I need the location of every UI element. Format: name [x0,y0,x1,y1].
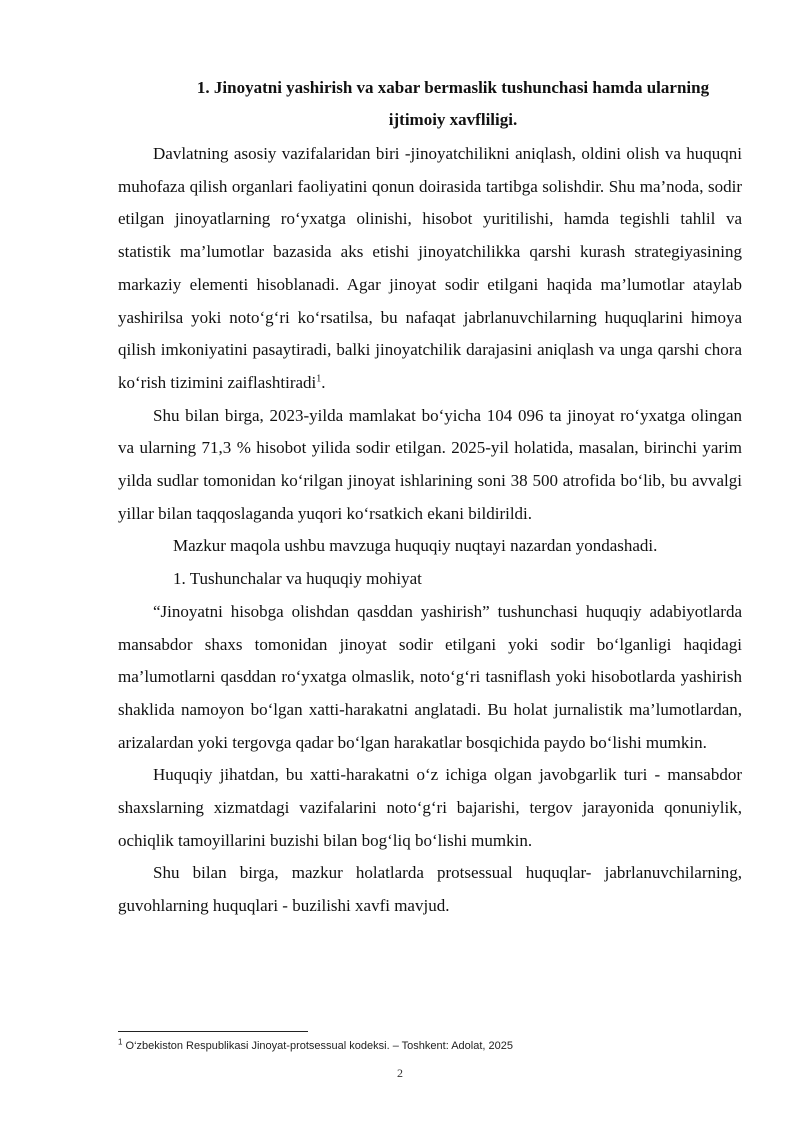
heading-line-1: 1. Jinoyatni yashirish va xabar bermaslik tushunchasi hamda ularning [196,78,710,97]
footnote [118,1037,513,1052]
footnote-reference[interactable]: 1 [316,373,322,385]
footnote-marker: 1 [118,1037,123,1047]
body-text [118,138,742,923]
paragraph-5: “Jinoyatni hisobga olishdan qasddan yashirish” tushunchasi huquqiy adabiyotlarda mansabdor shaxs tomonidan jinoyat sodir etilgani yoki sodir bo‘lganligi haqidagi ma’lumotlarni qasddan ro‘yxatga olmaslik, noto‘g‘ri tasniflash yoki hisobotlarda yashirish shaklida namoyon bo‘lgan xatti-harakatni anglatadi. Bu holat jurnalistik ma’lumotlardan, arizalardan yoki tergovga qadar bo‘lgan harakatlar bosqichida paydo bo‘lishi mumkin. [118,601,742,752]
paragraph-6: Huquqiy jihatdan, bu xatti-harakatni o‘z ichiga olgan javobgarlik turi - mansabdor shaxslarning xizmatdagi vazifalarini noto‘g‘ri bajarishi, tergov jarayonida qonuniylik, ochiqlik tamoyillarini buzishi bilan bog‘liq bo‘lishi mumkin. [118,765,742,850]
paragraph-1-end: . [321,372,326,392]
paragraph-3: Mazkur maqola ushbu mavzuga huquqiy nuqtayi nazardan yondashadi. [173,536,658,556]
footnote-divider [118,1031,308,1032]
paragraph-2: Shu bilan birga, 2023-yilda mamlakat bo‘yicha 104 096 ta jinoyat ro‘yxatga olingan va ularning 71,3 % hisobot yilida sodir etilgan. 2025-yil holatida, masalan, birinchi yarim yilda sudlar tomonidan ko‘rilgan jinoyat ishlarining soni 38 500 atrofida bo‘lib, bu avvalgi yillar bilan taqqoslaganda yuqori ko‘rsatkich ekani bildirildi. [118,405,742,523]
section-heading [118,72,768,136]
paragraph-1 [118,138,742,400]
paragraph-1-text: Davlatning asosiy vazifalaridan biri -jinoyatchilikni aniqlash, oldini olish va huquqni muhofaza qilish organlari faoliyatini qonun doirasida tartibga solishdir. Shu ma’noda, sodir etilgan jinoyatlarning ro‘yxatga olinishi, hisobot yuritilishi, hamda tegishli tahlil va statistik ma’lumotlar bazasida aks etishi jinoyatchilikka qarshi kurash strategiyasining markaziy elementi hisoblanadi. Agar jinoyat sodir etilgani haqida ma’lumotlar ataylab yashirilsa yoki noto‘g‘ri ko‘rsatilsa, bu nafaqat jabrlanuvchilarning huquqlarini himoya qilish imkoniyatini pasaytiradi, balki jinoyatchilik darajasini aniqlash va unga qarshi chora ko‘rish tizimini zaiflashtiradi [118,144,742,392]
paragraph-7: Shu bilan birga, mazkur holatlarda protsessual huquqlar- jabrlanuvchilarning, guvohlarning huquqlari - buzilishi xavfi mavjud. [118,863,742,916]
heading-line-2: ijtimoiy xavfliligi. [388,110,518,129]
page-number: 2 [397,1066,403,1080]
subsection-heading: 1. Tushunchalar va huquqiy mohiyat [173,569,422,589]
footnote-text: O‘zbekiston Respublikasi Jinoyat-protsessual kodeksi. – Toshkent: Adolat, 2025 [122,1040,513,1052]
